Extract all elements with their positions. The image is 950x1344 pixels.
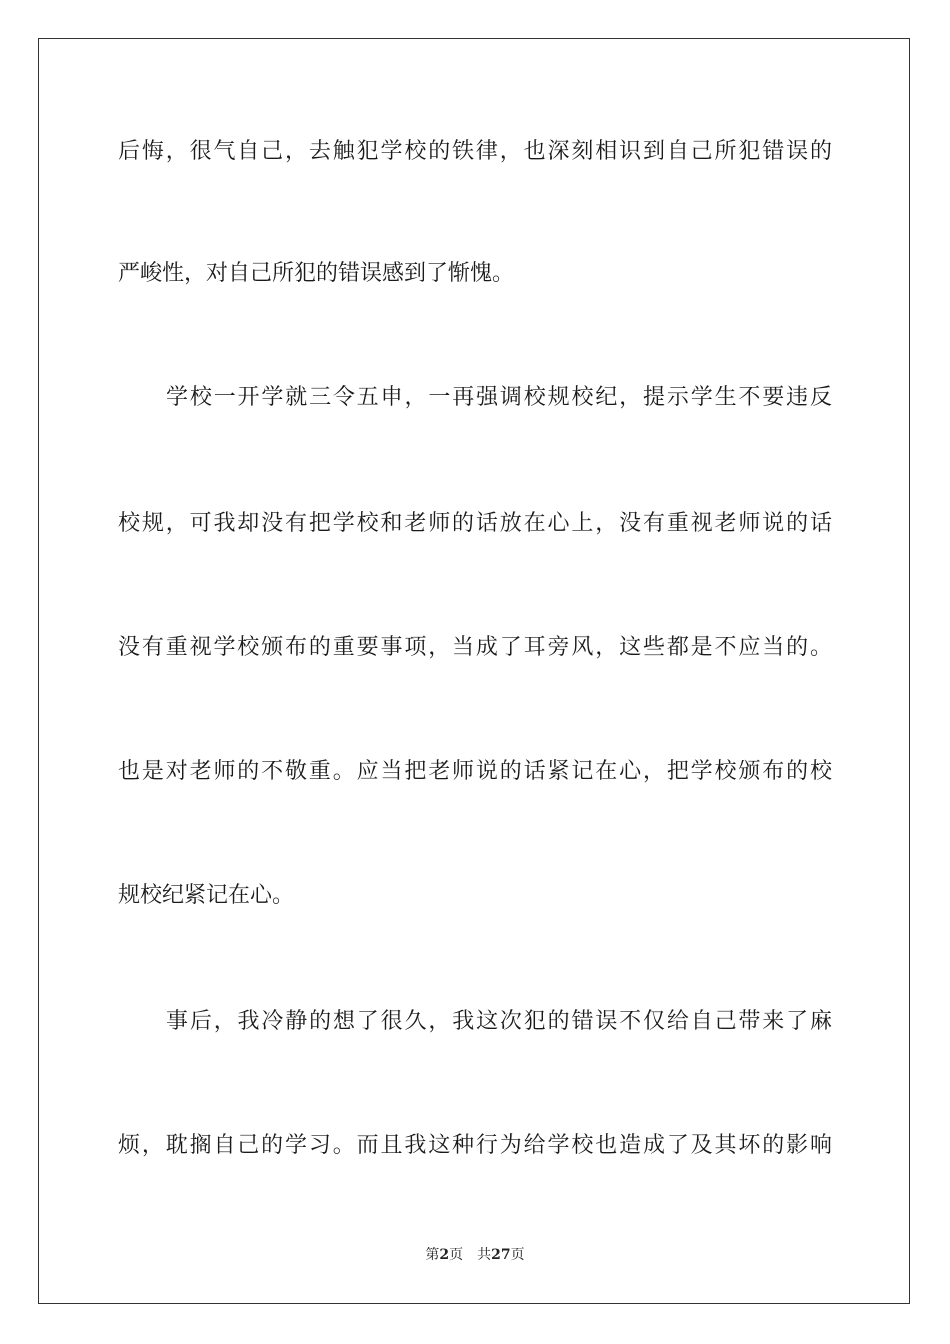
text-line-6: 也是对老师的不敬重。应当把老师说的话紧记在心，把学校颁布的校 bbox=[118, 759, 832, 784]
text-line-7: 规校纪紧记在心。 bbox=[118, 883, 295, 908]
footer-page-prefix: 第 bbox=[425, 1247, 440, 1263]
page-footer bbox=[0, 1245, 950, 1265]
footer-page-number: 2 bbox=[439, 1247, 450, 1263]
page-border bbox=[38, 38, 910, 1304]
text-line-3: 学校一开学就三令五申，一再强调校规校纪，提示学生不要违反 bbox=[166, 385, 832, 410]
text-line-9: 烦，耽搁自己的学习。而且我这种行为给学校也造成了及其坏的影响 bbox=[118, 1133, 832, 1158]
footer-total-suffix: 页 bbox=[510, 1247, 525, 1263]
text-line-1: 后悔，很气自己，去触犯学校的铁律，也深刻相识到自己所犯错误的 bbox=[118, 139, 832, 164]
footer-total-pages: 27 bbox=[491, 1247, 511, 1263]
text-line-8: 事后，我冷静的想了很久，我这次犯的错误不仅给自己带来了麻 bbox=[166, 1009, 832, 1034]
text-line-4: 校规，可我却没有把学校和老师的话放在心上，没有重视老师说的话 bbox=[118, 511, 832, 536]
footer-page-suffix: 页 bbox=[449, 1247, 464, 1263]
text-line-2: 严峻性，对自己所犯的错误感到了惭愧。 bbox=[118, 261, 515, 286]
footer-total-prefix: 共 bbox=[477, 1247, 492, 1263]
text-line-5: 没有重视学校颁布的重要事项，当成了耳旁风，这些都是不应当的。 bbox=[118, 635, 832, 660]
